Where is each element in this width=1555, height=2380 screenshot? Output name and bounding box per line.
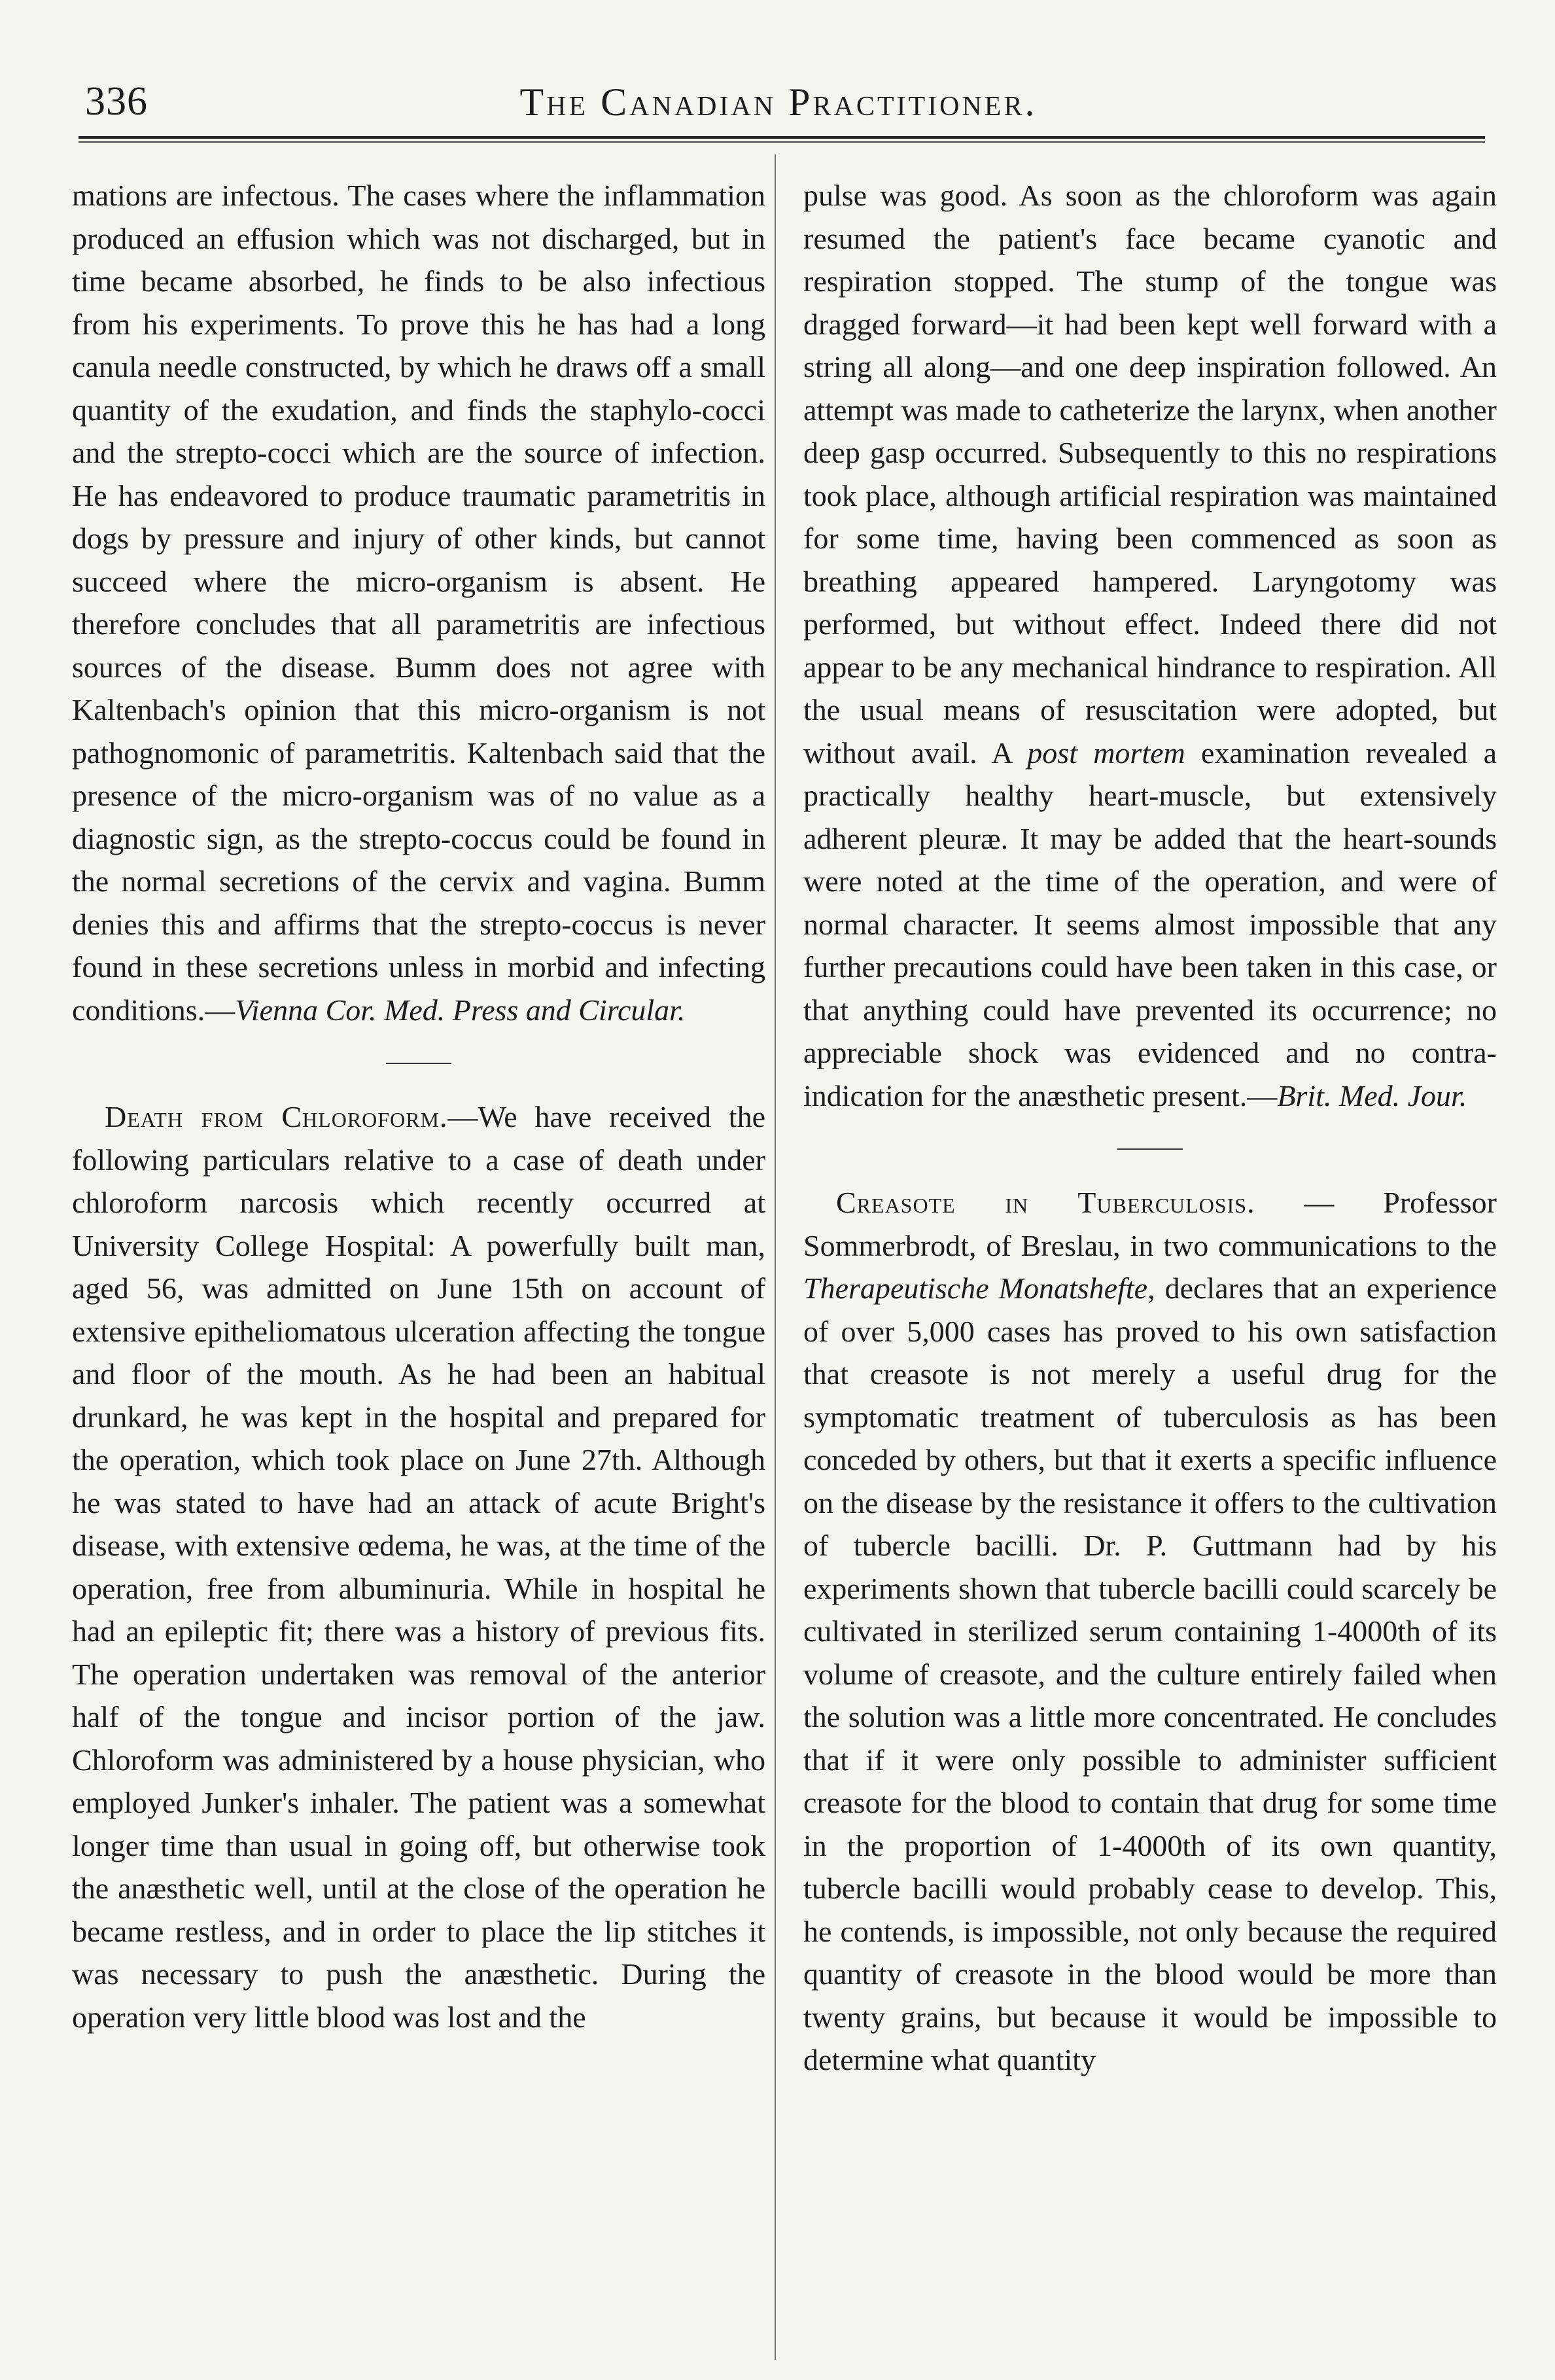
page-header (72, 65, 1485, 137)
page-number: 336 (85, 79, 148, 124)
article-body: —We have received the following particulars relative to a case of death under chloroform narcosis which recently occurred at University College Hospital: A powerfully built man, aged 56, was admitted on June 15th on account of extensive epitheliomatous ulceration affecting the tongue and floor of the mouth. As he had been an habitual drunkard, he was kept in the hospital and prepared for the operation, which took place on June 27th. Although he was stated to have had an attack of acute Bright's disease, with extensive œdema, he was, at the time of the operation, free from albuminuria. While in hospital he had an epileptic fit; there was a history of previous fits. The operation undertaken was removal of the anterior half of the tongue and incisor portion of the jaw. Chloroform was administered by a house physician, who employed Junker's inhaler. The patient was a somewhat longer time than usual in going off, but otherwise took the anæsthetic well, until at the close of the operation he became restless, and in order to place the lip stitches it was necessary to push the anæsthetic. During the operation very little blood was lost and the (72, 1100, 765, 2034)
italic-term: post mortem (1027, 736, 1185, 770)
continued-source: Vienna Cor. Med. Press and Circular. (235, 993, 686, 1027)
column-divider (775, 154, 776, 2360)
continued-paragraph (72, 174, 765, 1031)
header-rule-thick (79, 136, 1485, 139)
article-source: Brit. Med. Jour. (1277, 1078, 1467, 1112)
header-rule-thin (79, 141, 1485, 143)
article-body-a: — Professor Sommerbrodt, of Breslau, in two communications to the (803, 1186, 1497, 1262)
section-divider (386, 1063, 451, 1064)
journal-title: The Canadian Practitioner. (519, 80, 1038, 124)
article-death-from-chloroform (72, 1095, 765, 2038)
article-body-b: , declares that an experience of over 5,000 cases has proved to his own satisfaction that creasote is not merely a useful drug for the symptomatic treatment of tuberculosis as has been conceded by others, but that it exerts a specific influence on the disease by the resistance it offers to the cultivation of tubercle bacilli. Dr. P. Guttmann had by his experiments shown that tubercle bacilli could scarcely be cultivated in sterilized serum containing 1-4000th of its volume of creasote, and the culture entirely failed when the solution was a little more concentrated. He concludes that if it were only possible to administer sufficient creasote for the blood to contain that drug for some time in the proportion of 1-4000th of its own quantity, tubercle bacilli would probably cease to develop. This, he contends, is impossible, not only because the required quantity of creasote in the blood would be more than twenty grains, but because it would be impossible to determine what quantity (803, 1271, 1497, 2076)
article-chloroform-continued (803, 174, 1497, 1117)
continued-text: mations are infectous. The cases where the inflammation produced an effusion which was not discharged, but in time became absorbed, he finds to be also infectious from his experiments. To prove this he has had a long canula needle constructed, by which he draws off a small quantity of the exudation, and finds the staphylo-cocci and the strepto-cocci which are the source of infection. He has endeavored to produce traumatic parametritis in dogs by pressure and injury of other kinds, but cannot succeed where the micro-organism is absent. He therefore concludes that all parametritis are infectious sources of the disease. Bumm does not agree with Kaltenbach's opinion that this micro-organism is not pathognomonic of parametritis. Kaltenbach said that the presence of the micro-organism was of no value as a diagnostic sign, as the strepto-coccus could be found in the normal secretions of the cervix and vagina. Bumm denies this and affirms that the strepto-coccus is never found in these secretions unless in morbid and infecting conditions.— (72, 179, 765, 1027)
journal-name: Therapeutische Monatshefte (803, 1271, 1148, 1305)
left-column (72, 174, 765, 2038)
article-body-a: pulse was good. As soon as the chloroform was again resumed the patient's face became cyanotic and respiration stopped. The stump of the tongue was dragged forward—it had been kept well forward with a string all along—and one deep inspiration followed. An attempt was made to catheterize the larynx, when another deep gasp occurred. Subsequently to this no respirations took place, although artificial respiration was maintained for some time, having been commenced as soon as breathing appeared hampered. Laryngotomy was performed, but without effect. Indeed there did not appear to be any mechanical hindrance to respiration. All the usual means of resuscitation were adopted, but without avail. A (803, 179, 1497, 770)
section-divider (1117, 1148, 1183, 1150)
article-heading: Death from Chloroform. (105, 1100, 448, 1133)
article-body-b: examination revealed a practically healthy heart-muscle, but extensively adherent pleuræ. It may be added that the heart-sounds were noted at the time of the operation, and were of normal character. It seems almost impossible that any further precautions could have been taken in this case, or that anything could have prevented its occurrence; no appreciable shock was evidenced and no contra-indication for the anæsthetic present.— (803, 736, 1497, 1112)
article-creasote-in-tuberculosis (803, 1181, 1497, 2082)
right-column (803, 174, 1497, 2082)
article-heading: Creasote in Tuberculosis. (836, 1186, 1255, 1219)
